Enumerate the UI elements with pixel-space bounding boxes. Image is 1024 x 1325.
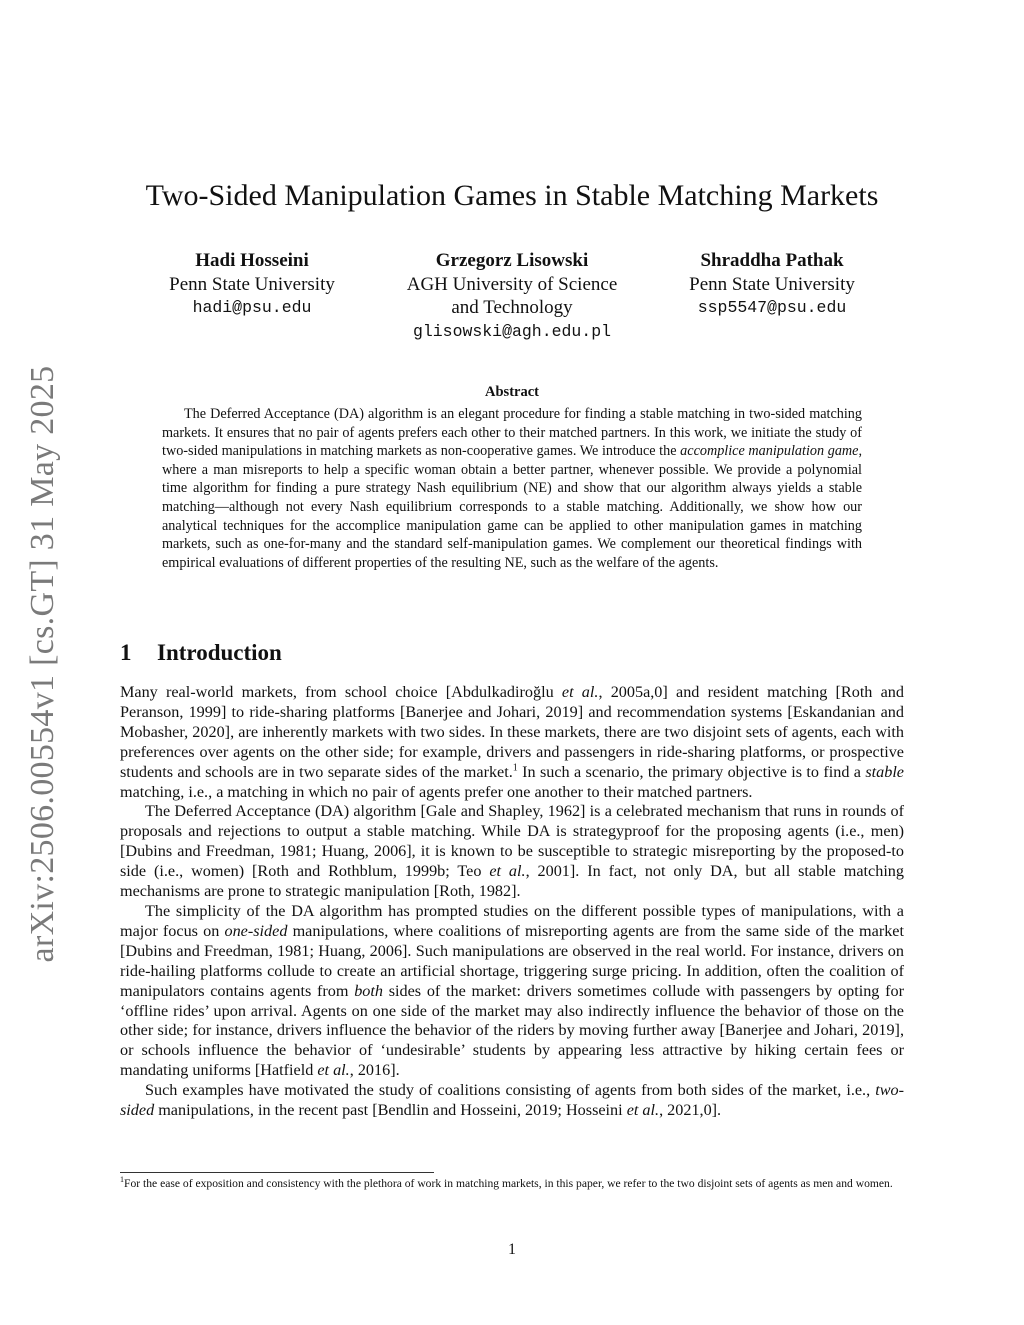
introduction-body [120,683,904,1121]
text-run: , 2016]. [349,1061,400,1080]
author-lisowski [382,249,642,343]
author-email[interactable]: ssp5547@psu.edu [697,298,847,317]
text-run: , 2005a,0] and resident matching [Roth and Peranson, 1999] to ride-sharing platforms [Banerjee and Johari, 2019] and recommendation systems [Eskandanian and Mobasher, 2020], are inherently markets with two sides. In these markets, there are two disjoint sets of agents, each with preferences over agents on the other side; for example, drivers and passengers in ride-sharing platforms, or prospective students and schools are in two separate sides of the market. [120,683,904,781]
author-name: Hadi Hosseini [195,250,309,271]
paragraph-1 [120,683,904,802]
text-run: manipulations, where coalitions of misreporting agents are from the same side of the market [Dubins and Freedman, 1981; Huang, 2006]. Such manipulations are observed in the real world. For instance, drivers on ride-hailing platforms collude to create an artificial shortage, triggering surge pricing. In addition, often the coalition of manipulators contains agents from [120,921,904,1000]
citation-etal: et al. [489,862,526,881]
footnote-1 [120,1176,904,1192]
abstract-heading: Abstract [485,384,539,400]
citation-etal: et al. [317,1061,350,1080]
section-title: Introduction [157,640,282,665]
text-run: , 2001]. In fact, not only DA, but all stable matching mechanisms are prone to strategic manipulation [Roth, 1982]. [120,862,904,901]
author-affiliation: Penn State University [169,273,335,295]
footnote-divider [120,1172,434,1173]
arxiv-identifier: arXiv:2506.00554v1 [cs.GT] 31 May 2025 [24,365,61,963]
abstract-text: The Deferred Acceptance (DA) algorithm is an elegant procedure for finding a stable matching in two-sided matching markets. It ensures that no pair of agents prefers each other to their matched partners. In this work, we initiate the study of two-sided manipulations in matching markets as non-cooperative games. We introduce the [162,406,862,460]
footnote-marker[interactable]: 1 [512,762,518,774]
text-run: Many real-world markets, from school choice [Abdulkadiroğlu [120,683,562,701]
author-affiliation-line1: AGH University of Science [406,273,618,295]
section-heading-introduction [120,638,282,668]
text-run: sides of the market: drivers sometimes collude with passengers by opting for ‘offline rides’ upon arrival. Agents on one side of the market may also indirectly influence the behavior of those on the other side; for instance, drivers influence the behavior of the riders by moving further away [Banerjee and Johari, 2019], or schools influence the behavior of ‘undesirable’ students by appearing less attractive by hiking certain fees or mandating uniforms [Hatfield [120,981,904,1080]
author-hosseini [142,249,362,320]
page-number: 1 [508,1241,516,1258]
text-run: In such a scenario, the primary objective is to find a [517,762,866,781]
author-email[interactable]: glisowski@agh.edu.pl [412,321,612,341]
text-run: matching, i.e., a matching in which no pair of agents prefer one another to their matched partners. [120,782,753,801]
emphasis: stable [865,762,904,781]
arxiv-sidebar-stamp [14,365,72,963]
author-email[interactable]: hadi@psu.edu [192,298,312,317]
abstract-body [162,405,862,572]
author-name: Shraddha Pathak [700,250,844,271]
text-run: , 2021,0]. [659,1101,722,1120]
text-run: manipulations, in the recent past [Bendlin and Hosseini, 2019; Hosseini [154,1101,627,1120]
text-run: Such examples have motivated the study of coalitions consisting of agents from both sides of the market, i.e., [145,1081,876,1100]
paragraph-3 [120,902,904,1081]
paper-title: Two-Sided Manipulation Games in Stable Matching Markets [145,179,879,212]
emphasis: both [354,981,383,1000]
paragraph-2 [120,802,904,902]
author-affiliation-line2: and Technology [451,297,573,318]
section-number: 1 [120,640,132,665]
text-run: The Deferred Acceptance (DA) algorithm [Gale and Shapley, 1962] is a celebrated mechanism that runs in rounds of proposals and rejections to output a stable matching. While DA is strategyproof for the proposing agents (i.e., men) [Dubins and Freedman, 1981; Huang, 2006], it is known to be susceptible to strategic misreporting by the proposed-to side (i.e., women) [Roth and Rothblum, 1999b; Teo [120,802,904,881]
emphasis: one-sided [224,921,288,940]
abstract-text: , where a man misreports to help a specific woman obtain a better partner, whenever possible. We provide a polynomial time algorithm for finding a pure strategy Nash equilibrium (NE) and show that our algorithm always yields a stable matching—although not every Nash equilibrium corresponds to a stable matching. Additionally, we show how our analytical techniques for the accomplice manipulation game can be applied to other manipulation games in matching markets, such as one-for-many and the standard self-manipulation games. We complement our theoretical findings with empirical evaluations of different properties of the resulting NE, such as the welfare of the agents. [162,443,863,571]
citation-etal: et al. [561,683,599,701]
abstract-emphasis: accomplice manipulation game [680,443,859,460]
author-pathak [662,249,882,320]
citation-etal: et al. [626,1101,660,1120]
author-name: Grzegorz Lisowski [435,250,589,271]
emphasis: two-sided [120,1081,904,1120]
text-run: The simplicity of the DA algorithm has prompted studies on the different possible types of manipulations, with a major focus on [120,901,904,940]
paragraph-4 [120,1081,904,1121]
footnote-mark: 1 [120,1175,124,1185]
author-affiliation: Penn State University [689,273,855,295]
footnote-text: For the ease of exposition and consistency with the plethora of work in matching markets, in this paper, we refer to the two disjoint sets of agents as men and women. [124,1177,893,1190]
author-block [0,249,1024,349]
